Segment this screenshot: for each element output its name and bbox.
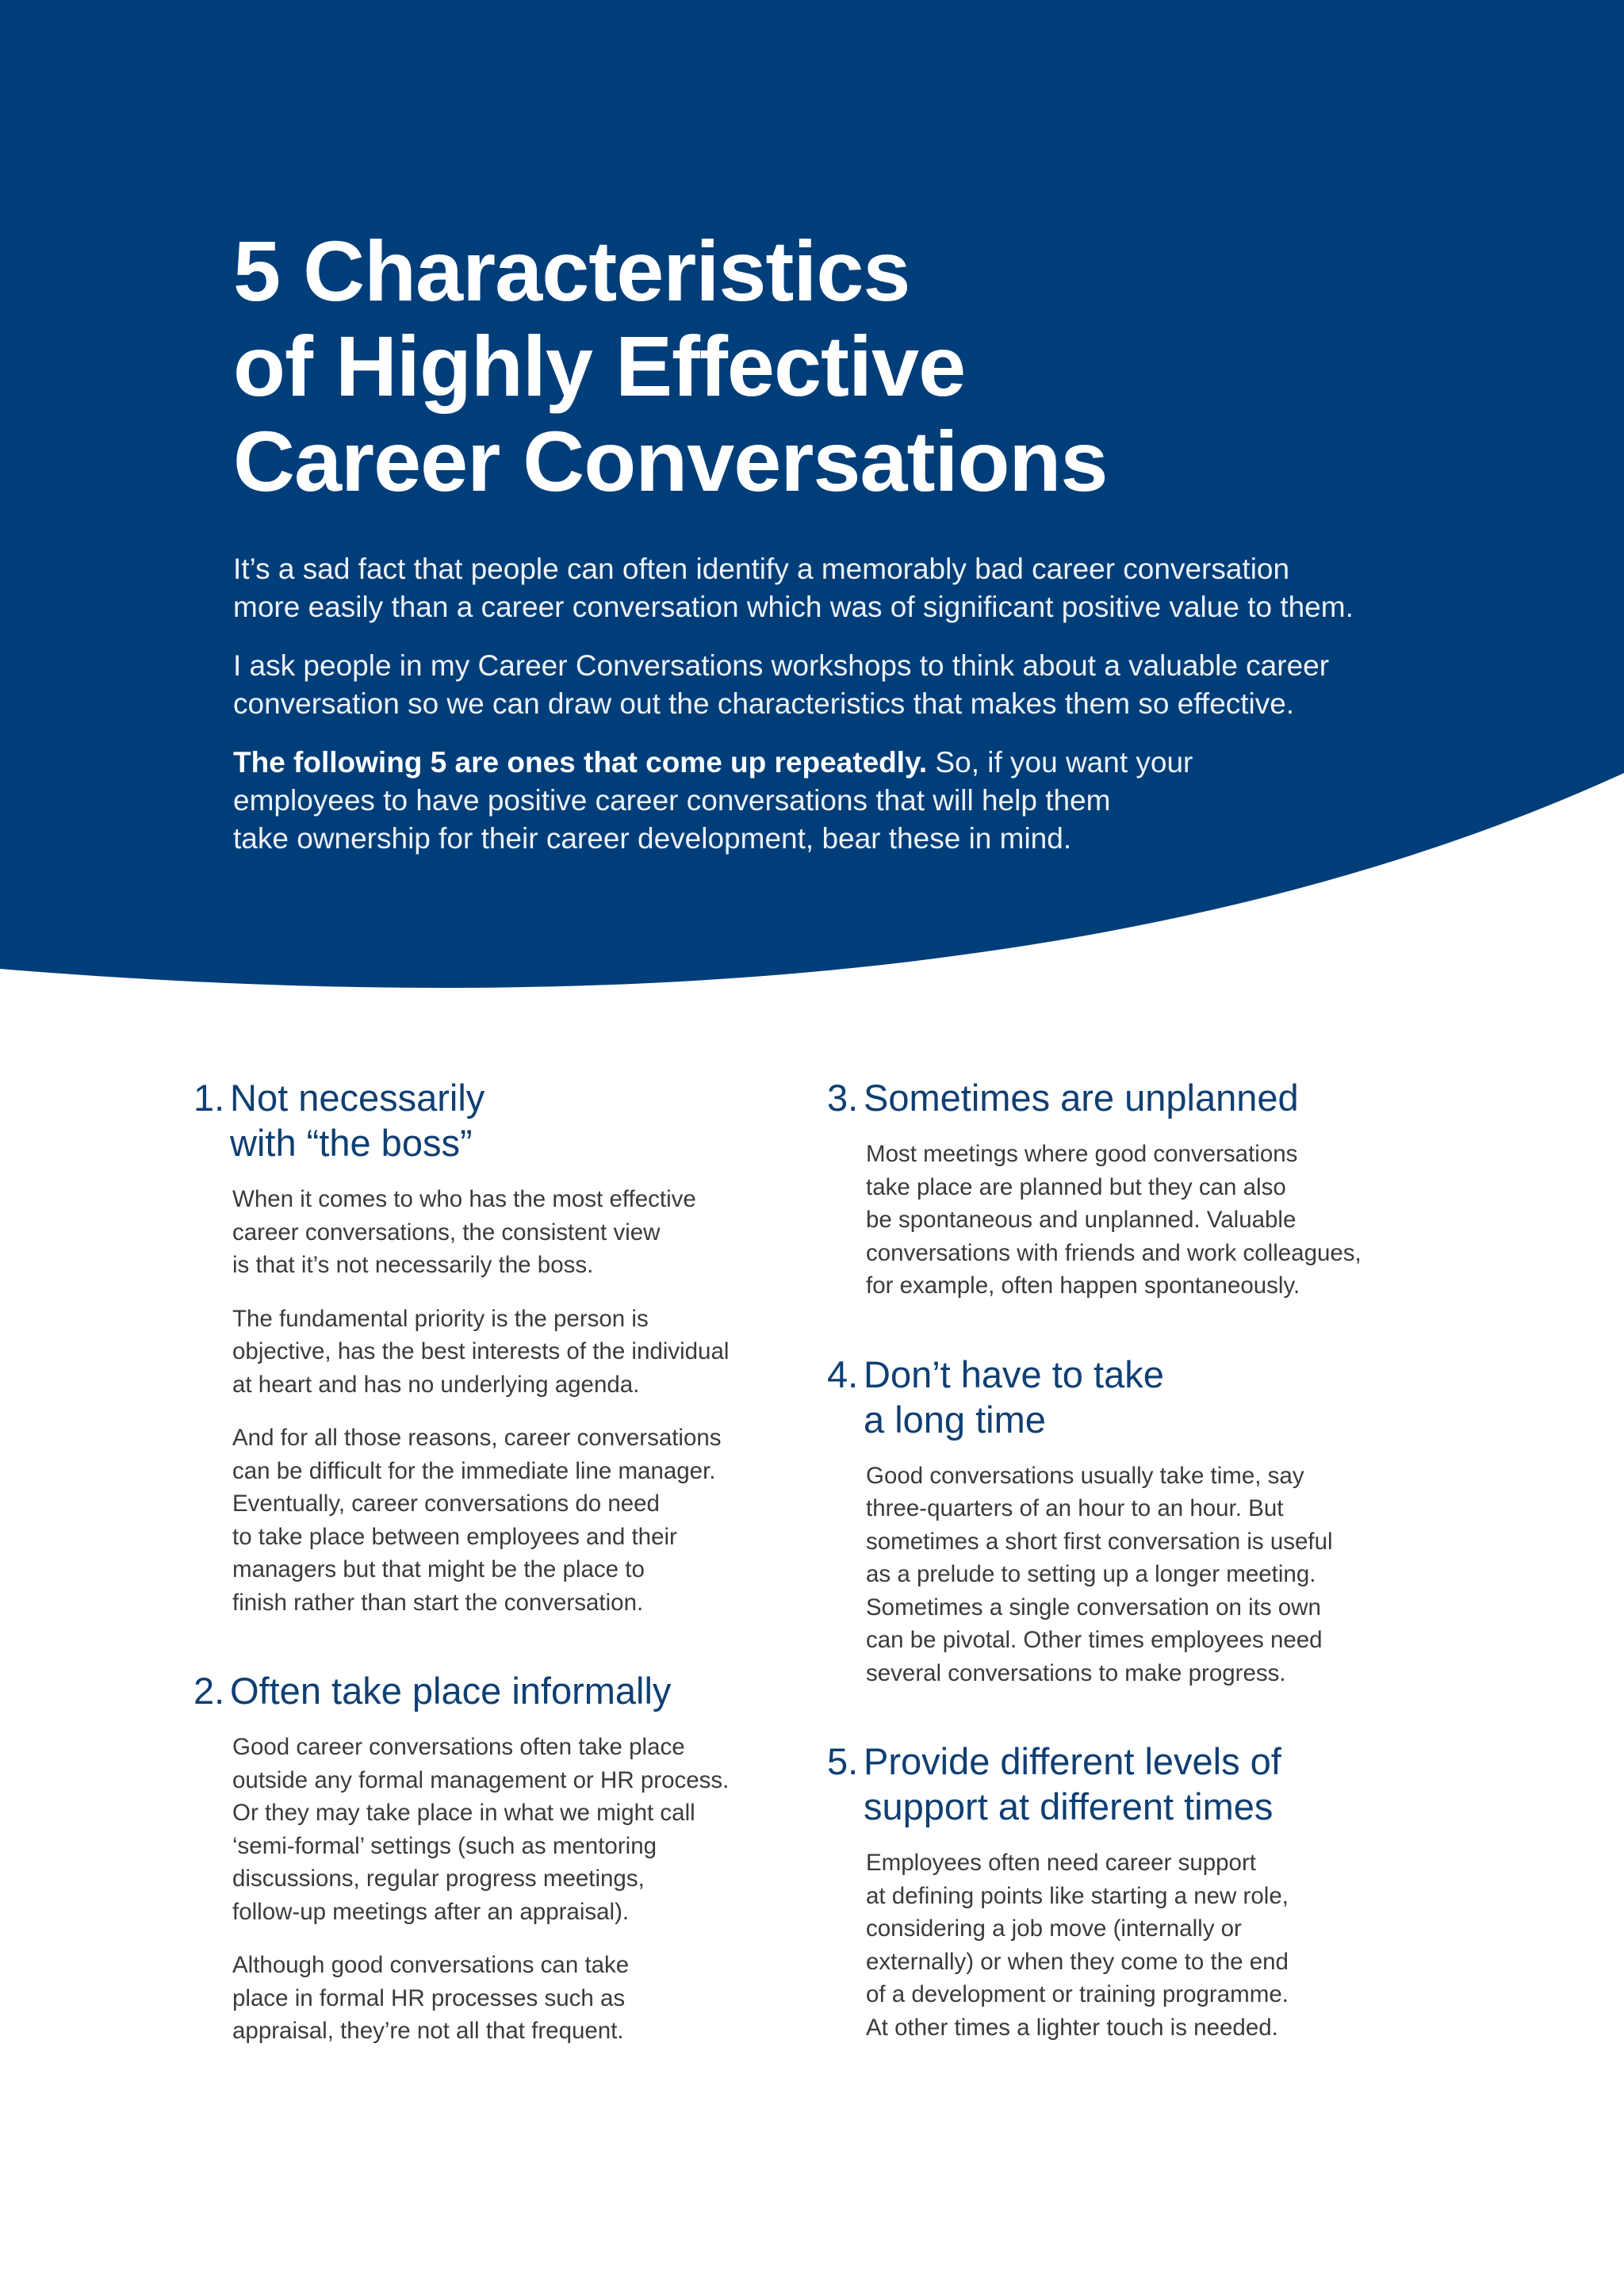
body-line: several conversations to make progress. bbox=[866, 1659, 1286, 1686]
intro-line: employees to have positive career conversations that will help them bbox=[233, 784, 1111, 817]
intro-emphasis: The following 5 are ones that come up repeatedly. bbox=[233, 746, 928, 779]
body-paragraph bbox=[866, 1460, 1446, 1690]
section-heading bbox=[827, 1739, 1446, 1829]
body-line: ‘semi-formal’ settings (such as mentoring bbox=[232, 1832, 657, 1859]
section-title bbox=[864, 1739, 1281, 1829]
body-line: Good career conversations often take place bbox=[232, 1734, 685, 1760]
body-paragraph bbox=[866, 1846, 1446, 2044]
body-line: Eventually, career conversations do need bbox=[232, 1490, 660, 1517]
body-line: at heart and has no underlying agenda. bbox=[232, 1371, 640, 1398]
section-title-line: Sometimes are unplanned bbox=[864, 1077, 1299, 1119]
section-body bbox=[193, 1731, 796, 2048]
body-paragraph bbox=[232, 1303, 796, 1402]
body-line: Sometimes a single conversation on its own bbox=[866, 1594, 1321, 1621]
section-number: 3. bbox=[827, 1077, 859, 1119]
section-title bbox=[864, 1352, 1164, 1442]
body-line: career conversations, the consistent view bbox=[232, 1219, 661, 1246]
intro-line-rest: So, if you want your bbox=[927, 746, 1193, 779]
body-line: Most meetings where good conversations bbox=[866, 1141, 1298, 1167]
body-line: follow-up meetings after an appraisal). bbox=[232, 1898, 630, 1925]
section-heading bbox=[193, 1668, 796, 1713]
body-paragraph bbox=[232, 1731, 796, 1928]
intro-paragraph bbox=[233, 744, 1423, 858]
section-body bbox=[827, 1846, 1446, 2044]
section-title-line: Don’t have to take bbox=[864, 1353, 1164, 1395]
right-column bbox=[827, 1075, 1446, 2064]
section-body bbox=[193, 1183, 796, 1619]
intro-line: I ask people in my Career Conversations workshops to think about a valuable career bbox=[233, 649, 1330, 682]
intro-line: It’s a sad fact that people can often identify a memorably bad career conversation bbox=[233, 553, 1290, 585]
body-paragraph bbox=[232, 1183, 796, 1282]
section-title-line: Often take place informally bbox=[230, 1670, 672, 1712]
intro-line: conversation so we can draw out the characteristics that makes them so effective. bbox=[233, 687, 1295, 720]
body-line: place in formal HR processes such as bbox=[232, 1984, 626, 2011]
body-line: as a prelude to setting up a longer meeting. bbox=[866, 1561, 1316, 1587]
section-title bbox=[230, 1668, 671, 1713]
body-line: Although good conversations can take bbox=[232, 1952, 630, 1978]
intro-paragraph bbox=[233, 647, 1423, 723]
body-line: Good conversations usually take time, say bbox=[866, 1462, 1304, 1489]
intro-line: take ownership for their career development, bear these in mind. bbox=[233, 822, 1072, 855]
body-line: considering a job move (internally or bbox=[866, 1915, 1242, 1942]
body-line: And for all those reasons, career conversations bbox=[232, 1425, 722, 1451]
body-line: When it comes to who has the most effective bbox=[232, 1186, 696, 1212]
body-line: is that it’s not necessarily the boss. bbox=[232, 1252, 594, 1278]
body-paragraph bbox=[232, 1422, 796, 1619]
section-body bbox=[827, 1138, 1446, 1303]
body-line: conversations with friends and work colleagues, bbox=[866, 1239, 1362, 1266]
section-informal bbox=[193, 1668, 796, 2048]
body-paragraph bbox=[232, 1949, 796, 2048]
body-line: three-quarters of an hour to an hour. But bbox=[866, 1495, 1284, 1521]
section-title-line: Not necessarily bbox=[230, 1077, 485, 1119]
section-title-line: with “the boss” bbox=[230, 1122, 473, 1164]
section-heading bbox=[827, 1352, 1446, 1442]
body-line: objective, has the best interests of the individual bbox=[232, 1338, 730, 1364]
body-line: The fundamental priority is the person is bbox=[232, 1305, 649, 1332]
section-number: 1. bbox=[193, 1077, 225, 1119]
body-line: at defining points like starting a new role, bbox=[866, 1882, 1289, 1909]
section-title-line: a long time bbox=[864, 1398, 1046, 1441]
body-line: externally) or when they come to the end bbox=[866, 1948, 1289, 1975]
section-unplanned bbox=[827, 1075, 1446, 1303]
intro-line bbox=[233, 744, 1423, 782]
body-line: outside any formal management or HR process. bbox=[232, 1766, 730, 1793]
section-heading bbox=[193, 1075, 796, 1165]
intro-line: more easily than a career conversation which was of significant positive value to them. bbox=[233, 591, 1354, 623]
page-title-line: of Highly Effective bbox=[233, 318, 966, 414]
section-title-line: Provide different levels of bbox=[864, 1740, 1281, 1782]
section-body bbox=[827, 1460, 1446, 1690]
section-title bbox=[864, 1075, 1299, 1120]
section-long-time bbox=[827, 1352, 1446, 1690]
body-line: Employees often need career support bbox=[866, 1850, 1256, 1876]
body-line: discussions, regular progress meetings, bbox=[232, 1866, 645, 1892]
body-line: can be difficult for the immediate line manager. bbox=[232, 1457, 716, 1484]
body-line: Or they may take place in what we might call bbox=[232, 1800, 695, 1826]
section-title bbox=[230, 1075, 485, 1165]
section-number: 4. bbox=[827, 1353, 859, 1395]
body-line: managers but that might be the place to bbox=[232, 1556, 645, 1582]
left-column bbox=[193, 1075, 796, 2068]
section-heading bbox=[827, 1075, 1446, 1120]
body-line: finish rather than start the conversation. bbox=[232, 1589, 644, 1616]
page-title-line: Career Conversations bbox=[233, 413, 1108, 509]
section-title-line: support at different times bbox=[864, 1785, 1274, 1827]
body-line: sometimes a short first conversation is useful bbox=[866, 1528, 1333, 1555]
body-line: of a development or training programme. bbox=[866, 1981, 1289, 2007]
body-line: take place are planned but they can also bbox=[866, 1173, 1286, 1200]
hero bbox=[233, 224, 1423, 878]
page-title-line: 5 Characteristics bbox=[233, 223, 910, 319]
body-line: At other times a lighter touch is needed. bbox=[866, 2014, 1278, 2041]
section-different-levels bbox=[827, 1739, 1446, 2044]
section-number: 2. bbox=[193, 1670, 225, 1712]
body-line: to take place between employees and their bbox=[232, 1523, 677, 1550]
body-line: for example, often happen spontaneously. bbox=[866, 1272, 1300, 1299]
body-paragraph bbox=[866, 1138, 1446, 1303]
body-line: be spontaneous and unplanned. Valuable bbox=[866, 1207, 1297, 1233]
intro-paragraph bbox=[233, 550, 1423, 626]
body-line: appraisal, they’re not all that frequent. bbox=[232, 2018, 624, 2044]
section-number: 5. bbox=[827, 1740, 859, 1782]
body-line: can be pivotal. Other times employees need bbox=[866, 1627, 1323, 1653]
section-not-necessarily-the-boss bbox=[193, 1075, 796, 1619]
page-title bbox=[233, 224, 1423, 509]
